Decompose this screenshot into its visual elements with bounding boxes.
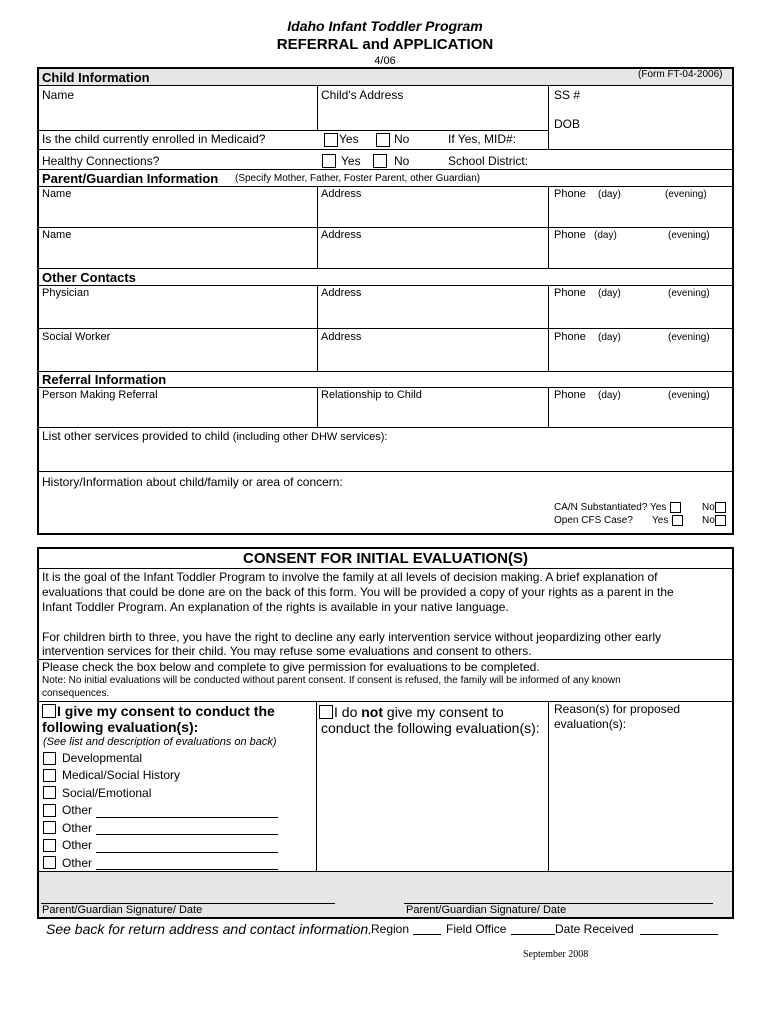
give-consent-note: (See list and description of evaluations on back) xyxy=(43,736,277,748)
developmental-checkbox[interactable] xyxy=(43,752,56,765)
not-consent-emphasis: not xyxy=(361,704,384,720)
medicaid-yes-label: Yes xyxy=(339,132,359,146)
consent-note-l1: Note: No initial evaluations will be conducted without parent consent. If consent is refused, the family will be informed of any known xyxy=(42,675,621,686)
not-consent-pre: I do xyxy=(334,704,362,720)
other1-label: Other xyxy=(62,803,93,817)
referral-heading: Referral Information xyxy=(42,372,167,387)
can-no-checkbox[interactable] xyxy=(715,502,726,513)
divider xyxy=(39,268,732,269)
physician-address-label: Address xyxy=(321,287,362,299)
dob-label: DOB xyxy=(554,117,581,131)
reason-line1: Reason(s) for proposed xyxy=(554,702,681,716)
relationship-label: Relationship to Child xyxy=(321,389,422,401)
divider xyxy=(317,85,318,130)
field-office-blank[interactable] xyxy=(511,934,555,935)
guardian1-address-label: Address xyxy=(321,188,362,200)
consent-p1-l3: Infant Toddler Program. An explanation of the rights is available in your native language. xyxy=(42,600,509,614)
divider xyxy=(39,427,732,428)
not-consent-post: give my consent to xyxy=(383,704,504,720)
other2-checkbox[interactable] xyxy=(43,821,56,834)
other3-blank[interactable] xyxy=(96,852,278,853)
guardian2-name-label: Name xyxy=(42,229,72,241)
medical-social-checkbox[interactable] xyxy=(43,769,56,782)
see-back-note: See back for return address and contact information. xyxy=(46,921,373,937)
referral-phone-label: Phone xyxy=(554,389,586,401)
other3-label: Other xyxy=(62,838,93,852)
consent-heading: CONSENT FOR INITIAL EVALUATION(S) xyxy=(243,550,528,567)
developmental-label: Developmental xyxy=(62,751,143,765)
medicaid-no-label: No xyxy=(394,132,410,146)
divider xyxy=(39,568,732,569)
other-services-note: (including other DHW services): xyxy=(232,431,388,443)
form-number: (Form FT-04-2006) xyxy=(638,69,723,80)
region-blank[interactable] xyxy=(413,934,441,935)
other4-label: Other xyxy=(62,856,93,870)
reason-line2: evaluation(s): xyxy=(554,717,627,731)
can-yes-checkbox[interactable] xyxy=(670,502,681,513)
school-district-label: School District: xyxy=(448,154,529,168)
guardian-note: (Specify Mother, Father, Foster Parent, other Guardian) xyxy=(235,173,481,184)
divider xyxy=(39,169,732,170)
form-title: REFERRAL and APPLICATION xyxy=(276,36,494,53)
guardian1-evening-label: (evening) xyxy=(665,189,707,200)
referral-evening-label: (evening) xyxy=(668,390,710,401)
check-instruction: Please check the box below and complete to give permission for evaluations to be completed. xyxy=(42,660,540,674)
divider xyxy=(39,285,732,286)
healthy-yes-label: Yes xyxy=(341,154,361,168)
date-received-label: Date Received xyxy=(555,922,634,936)
field-office-label: Field Office xyxy=(446,922,507,936)
not-consent-checkbox[interactable] xyxy=(319,705,333,719)
region-label: Region xyxy=(371,922,410,936)
program-name: Idaho Infant Toddler Program xyxy=(287,18,483,34)
healthy-no-checkbox[interactable] xyxy=(373,154,387,168)
contacts-heading: Other Contacts xyxy=(42,270,136,285)
divider xyxy=(39,130,548,131)
other3-checkbox[interactable] xyxy=(43,839,56,852)
mid-label: If Yes, MID#: xyxy=(448,132,517,146)
medicaid-no-checkbox[interactable] xyxy=(376,133,390,147)
person-making-referral-label: Person Making Referral xyxy=(42,389,158,401)
divider xyxy=(39,85,732,86)
healthy-connections-label: Healthy Connections? xyxy=(42,154,160,168)
medicaid-question: Is the child currently enrolled in Medicaid? xyxy=(42,132,266,146)
not-consent-line1 xyxy=(334,705,504,719)
healthy-no-label: No xyxy=(394,154,410,168)
give-consent-line2: following evaluation(s): xyxy=(42,719,199,735)
medical-social-label: Medical/Social History xyxy=(62,768,181,782)
cfs-no-checkbox[interactable] xyxy=(715,515,726,526)
divider xyxy=(317,387,318,427)
divider xyxy=(39,871,732,872)
social-emotional-checkbox[interactable] xyxy=(43,786,56,799)
history-label: History/Information about child/family or area of concern: xyxy=(42,475,343,489)
divider xyxy=(548,85,549,149)
can-substantiated-label: CA/N Substantiated? Yes xyxy=(554,502,667,513)
divider xyxy=(548,387,549,427)
guardian1-day-label: (day) xyxy=(598,189,621,200)
other4-checkbox[interactable] xyxy=(43,856,56,869)
not-consent-line2: conduct the following evaluation(s): xyxy=(321,720,540,736)
consent-p2-l1: For children birth to three, you have the right to decline any early intervention service without jeopardizing other early xyxy=(42,630,662,644)
physician-evening-label: (evening) xyxy=(668,288,710,299)
other4-blank[interactable] xyxy=(96,869,278,870)
social-worker-day-label: (day) xyxy=(598,332,621,343)
give-consent-line1: I give my consent to conduct the xyxy=(57,703,275,719)
physician-phone-label: Phone xyxy=(554,287,586,299)
guardian2-day-label: (day) xyxy=(594,230,617,241)
child-info-heading: Child Information xyxy=(42,70,150,85)
guardian2-address-label: Address xyxy=(321,229,362,241)
consent-p1-l1: It is the goal of the Infant Toddler Program to involve the family at all levels of decision making. A brief explanation of xyxy=(42,570,658,584)
other-services-main: List other services provided to child xyxy=(42,429,230,443)
physician-label: Physician xyxy=(42,287,90,299)
consent-p2-l2: intervention services for their child. You may refuse some evaluations and consent to others. xyxy=(42,644,532,658)
other-services-label xyxy=(42,430,387,443)
signature-label-2: Parent/Guardian Signature/ Date xyxy=(406,904,567,916)
guardian2-evening-label: (evening) xyxy=(668,230,710,241)
child-address-label: Child's Address xyxy=(321,88,404,102)
social-worker-phone-label: Phone xyxy=(554,331,586,343)
consent-note-l2: consequences. xyxy=(42,688,110,699)
signature-label-1: Parent/Guardian Signature/ Date xyxy=(42,904,203,916)
physician-day-label: (day) xyxy=(598,288,621,299)
social-worker-evening-label: (evening) xyxy=(668,332,710,343)
can-no-label: No xyxy=(702,502,715,513)
cfs-case-label: Open CFS Case? xyxy=(554,515,633,526)
divider xyxy=(316,701,317,871)
divider xyxy=(548,701,549,871)
social-worker-address-label: Address xyxy=(321,331,362,343)
consent-p1-l2: evaluations that could be done are on the back of this form. You will be provided a copy of your rights as a parent in the xyxy=(42,585,674,599)
social-emotional-label: Social/Emotional xyxy=(62,786,152,800)
give-consent-checkbox[interactable] xyxy=(42,704,56,718)
referral-day-label: (day) xyxy=(598,390,621,401)
cfs-no-label: No xyxy=(702,515,715,526)
date-received-blank[interactable] xyxy=(640,934,718,935)
child-name-label: Name xyxy=(42,88,75,102)
divider xyxy=(39,328,732,329)
guardian-heading: Parent/Guardian Information xyxy=(42,171,219,186)
other1-checkbox[interactable] xyxy=(43,804,56,817)
revision-date: September 2008 xyxy=(523,949,589,960)
cfs-yes-label: Yes xyxy=(652,515,669,526)
divider xyxy=(39,186,732,187)
social-worker-label: Social Worker xyxy=(42,331,111,343)
divider xyxy=(39,471,732,472)
other2-blank[interactable] xyxy=(96,834,278,835)
guardian1-name-label: Name xyxy=(42,188,72,200)
healthy-yes-checkbox[interactable] xyxy=(322,154,336,168)
divider xyxy=(39,149,732,150)
guardian2-phone-label: Phone xyxy=(554,229,586,241)
divider xyxy=(39,387,732,388)
divider xyxy=(39,227,732,228)
other2-label: Other xyxy=(62,821,93,835)
guardian1-phone-label: Phone xyxy=(554,188,586,200)
ss-label: SS # xyxy=(554,88,581,102)
form-version: 4/06 xyxy=(374,55,396,67)
cfs-yes-checkbox[interactable] xyxy=(672,515,683,526)
medicaid-yes-checkbox[interactable] xyxy=(324,133,338,147)
other1-blank[interactable] xyxy=(96,817,278,818)
